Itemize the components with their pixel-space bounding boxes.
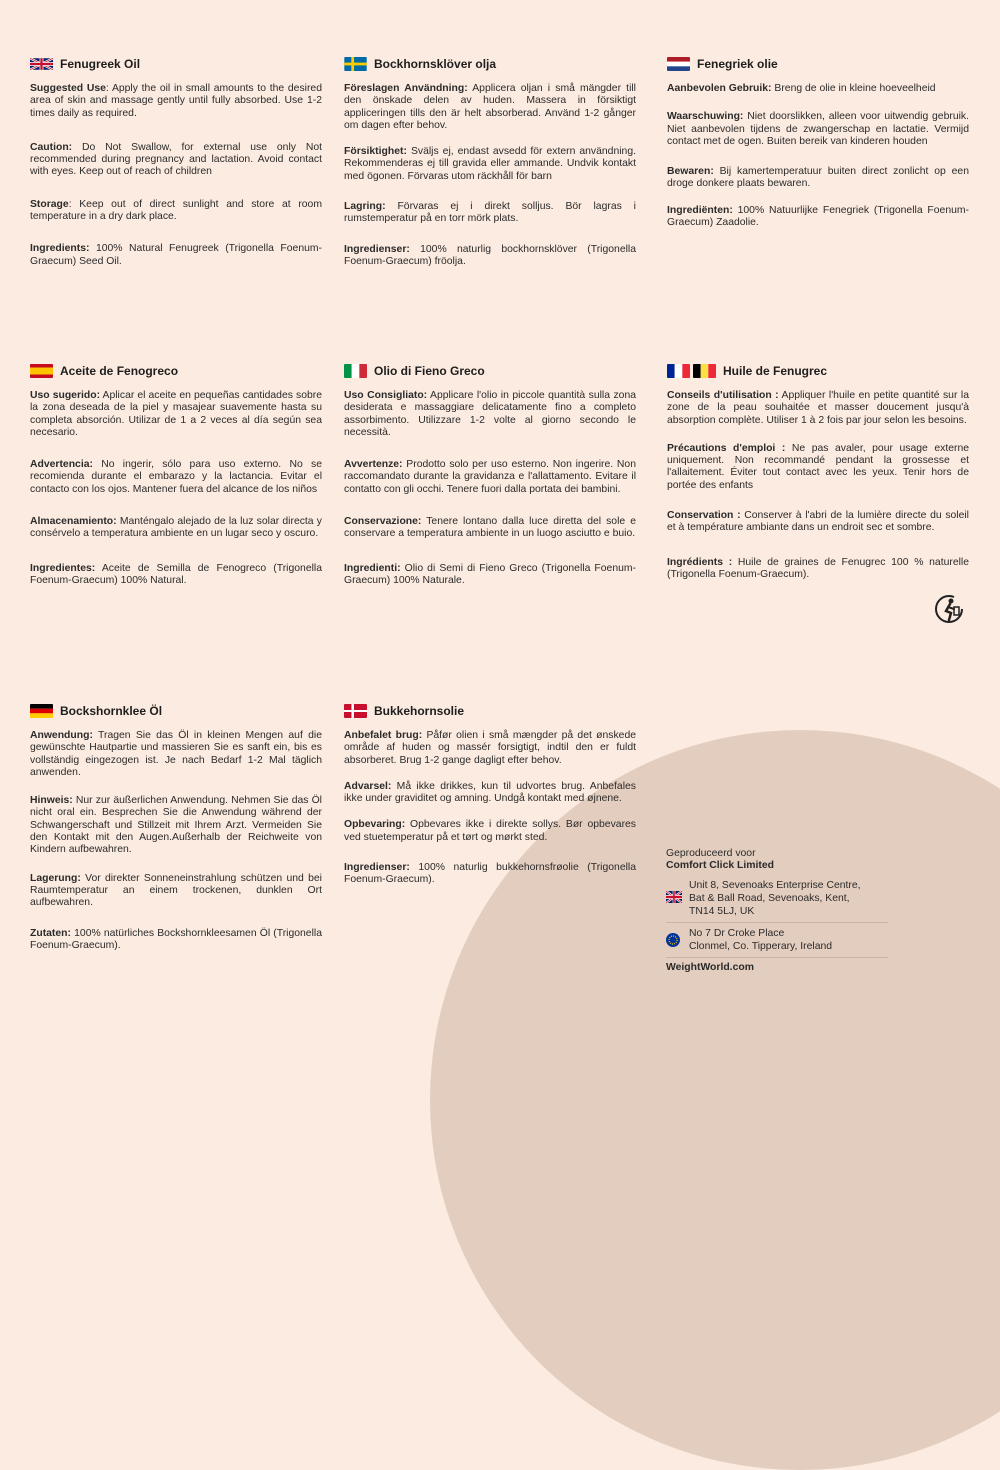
section-it (344, 364, 636, 601)
caution: Försiktighet: Sväljs ej, endast avsedd för extern användning. Rekommenderas ej till gravida eller ammande. Undvik kontakt med ögonen. Förvaras utom räckhåll för barn (344, 146, 636, 182)
caution: Précautions d'emploi : Ne pas avaler, pour usage externe uniquement. Non recommandé pendant la grossesse et l'allaitement. Éviter tout contact avec les yeux. Tenir hors de portée des enfants (667, 442, 969, 491)
section-title: Bockshornklee Öl (60, 703, 163, 718)
denmark-flag-icon (344, 704, 367, 718)
storage: Almacenamiento: Manténgalo alejado de la luz solar directa y consérvelo a temperatura ambiente en un lugar seco y oscuro. (30, 516, 322, 540)
france-flag-icon (667, 364, 690, 378)
storage: Lagerung: Vor direkter Sonneneinstrahlung schützen und bei Raumtemperatur an einem trockenen, dunklen Ort aufbewahren. (30, 872, 322, 909)
belgium-flag-icon (693, 364, 716, 378)
ingredients: Ingredienser: 100% naturlig bukkehornsfrøolie (Trigonella Foenum-Graecum). (344, 862, 636, 886)
uk-flag-icon (30, 57, 53, 71)
uk-address (666, 875, 888, 923)
section-title: Huile de Fenugrec (723, 363, 828, 378)
netherlands-flag-icon (667, 57, 690, 71)
suggested-use: Uso Consigliato: Applicare l'olio in piccole quantità sulla zona desiderata e massaggiare delicatamente fino a completo assorbimento. Utilizzare 1-2 volte al giorno secondo le necessità. (344, 390, 636, 438)
suggested-use: Aanbevolen Gebruik: Breng de olie in kleine hoeveelheid (667, 83, 936, 94)
section-title: Fenugreek Oil (60, 56, 141, 71)
storage: Conservation : Conserver à l'abri de la lumière directe du soleil et à température ambiante dans un endroit sec et sombre. (667, 510, 969, 534)
section-nl (667, 57, 969, 243)
company-name: Comfort Click Limited (666, 860, 774, 871)
ingredients: Ingrediënten: 100% Natuurlijke Fenegriek (Trigonella Foenum-Graecum) Zaadolie. (667, 204, 969, 229)
manufacturer-info (666, 848, 888, 973)
suggested-use: Anwendung: Tragen Sie das Öl in kleinen Mengen auf die gewünschte Hautpartie und massieren Sie es sanft ein, bis es vollständig eingezogen ist. Je nach Bedarf 1-2 Mal täglich anwenden. (30, 730, 322, 778)
ingredients: Ingredientes: Aceite de Semilla de Fenogreco (Trigonella Foenum-Graecum) 100% Natural. (30, 562, 322, 586)
uk-address-line-1: Unit 8, Sevenoaks Enterprise Centre, (689, 880, 861, 891)
storage: Opbevaring: Opbevares ikke i direkte sollys. Bør opbevares ved stuetemperatur på et tørt og mørkt sted. (344, 819, 636, 843)
storage: Bewaren: Bij kamertemperatuur buiten direct zonlicht op een droge donkere plaats bewaren. (667, 166, 969, 190)
eu-flag-icon (666, 933, 682, 945)
uk-address-line-2: Bat & Ball Road, Sevenoaks, Kent, (689, 893, 850, 904)
storage: Conservazione: Tenere lontano dalla luce diretta del sole e conservare a temperatura ambiente in un luogo asciutto e buio. (344, 516, 636, 540)
ingredients: Ingredients: 100% Natural Fenugreek (Trigonella Foenum-Graecum) Seed Oil. (30, 243, 322, 267)
section-es (30, 364, 322, 601)
suggested-use: Uso sugerido: Aplicar el aceite en pequeñas cantidades sobre la zona deseada de la piel y masajear suavemente hasta su completa absorción. Utilizar de 1 a 2 veces al día según sea necesario. (30, 390, 322, 438)
uk-address-line-3: TN14 5LJ, UK (689, 906, 755, 917)
section-title: Bukkehornsolie (374, 703, 465, 718)
website-link[interactable]: WeightWorld.com (666, 962, 754, 973)
produced-for-label: Geproduceerd voor (666, 848, 756, 859)
section-title: Fenegriek olie (697, 56, 778, 71)
section-title: Bockhornsklöver olja (374, 56, 497, 71)
storage: Lagring: Förvaras ej i direkt solljus. Bör lagras i rumstemperatur på en torr mörk plats. (344, 201, 636, 225)
ingredients: Ingredienti: Olio di Semi di Fieno Greco (Trigonella Foenum-Graecum) 100% Naturale. (344, 562, 636, 586)
caution: Avvertenze: Prodotto solo per uso esterno. Non ingerire. Non raccomandato durante la gravidanza e l'allattamento. Evitare il contatto con gli occhi. Tenere fuori dalla portata dei bambini. (344, 459, 636, 495)
italy-flag-icon (344, 364, 367, 378)
uk-flag-icon (666, 891, 682, 903)
section-sv (344, 57, 636, 282)
ie-address (666, 923, 888, 958)
caution: Hinweis: Nur zur äußerlichen Anwendung. Nehmen Sie das Öl nicht oral ein. Besprechen Sie die Anwendung während der Schwangerschaft und Stillzeit mit Ihrem Arzt. Vermeiden Sie den Kontakt mit den Augen.Außerhalb der Reichweite von Kindern aufbewahren. (30, 795, 322, 856)
caution: Caution: Do Not Swallow, for external use only Not recommended during pregnancy and lactation. Avoid contact with eyes. Keep out of reach of children (30, 141, 322, 178)
spain-flag-icon (30, 364, 53, 378)
ingredients: Ingrédients : Huile de graines de Fenugrec 100 % naturelle (Trigonella Foenum-Graecum). (667, 556, 969, 580)
caution: Waarschuwing: Niet doorslikken, alleen voor uitwendig gebruik. Niet aanbevolen tijdens de zwangerschap en lactatie. Vermijd contact met de ogen. Buiten bereik van kinderen houden (667, 111, 969, 147)
germany-flag-icon (30, 704, 53, 718)
section-fr (667, 364, 969, 595)
recycle-icon (934, 594, 964, 624)
section-title: Aceite de Fenogreco (60, 363, 179, 378)
ingredients: Zutaten: 100% natürliches Bockshornkleesamen Öl (Trigonella Foenum-Graecum). (30, 927, 322, 951)
section-en (30, 57, 322, 282)
ie-address-line-1: No 7 Dr Croke Place (689, 928, 785, 939)
suggested-use: Anbefalet brug: Påfør olien i små mængder på det ønskede område af huden og massér forsigtigt, indtil den er fuldt absorberet. Brug 1-2 gange dagligt efter behov. (344, 730, 636, 766)
ingredients: Ingredienser: 100% naturlig bockhornsklöver (Trigonella Foenum-Graecum) fröolja. (344, 243, 636, 267)
storage: Storage: Keep out of direct sunlight and store at room temperature in a dry dark place. (30, 198, 322, 223)
suggested-use: Conseils d'utilisation : Appliquer l'huile en petite quantité sur la zone de la peau souhaitée et masser doucement jusqu'à absorption complète. Utiliser 1 à 2 fois par jour selon les besoins. (667, 390, 969, 426)
suggested-use: Föreslagen Användning: Applicera oljan i små mängder till den önskade delen av huden. Massera in försiktigt appliceringen tills den är helt absorberad. Använd 1-2 gånger om dagen efter behov. (344, 83, 636, 131)
section-da (344, 704, 636, 901)
caution: Advarsel: Må ikke drikkes, kun til udvortes brug. Anbefales ikke under graviditet og amning. Undgå kontakt med øjnene. (344, 780, 636, 805)
sweden-flag-icon (344, 57, 367, 71)
ie-address-line-2: Clonmel, Co. Tipperary, Ireland (689, 941, 833, 952)
suggested-use: Suggested Use: Apply the oil in small amounts to the desired area of skin and massage gently until fully absorbed. Use 1-2 times daily as required. (30, 83, 322, 119)
section-title: Olio di Fieno Greco (374, 363, 485, 378)
section-de (30, 704, 322, 966)
caution: Advertencia: No ingerir, sólo para uso externo. No se recomienda durante el embarazo y la lactancia. Evitar el contacto con los ojos. Mantener fuera del alcance de los niños (30, 459, 322, 495)
